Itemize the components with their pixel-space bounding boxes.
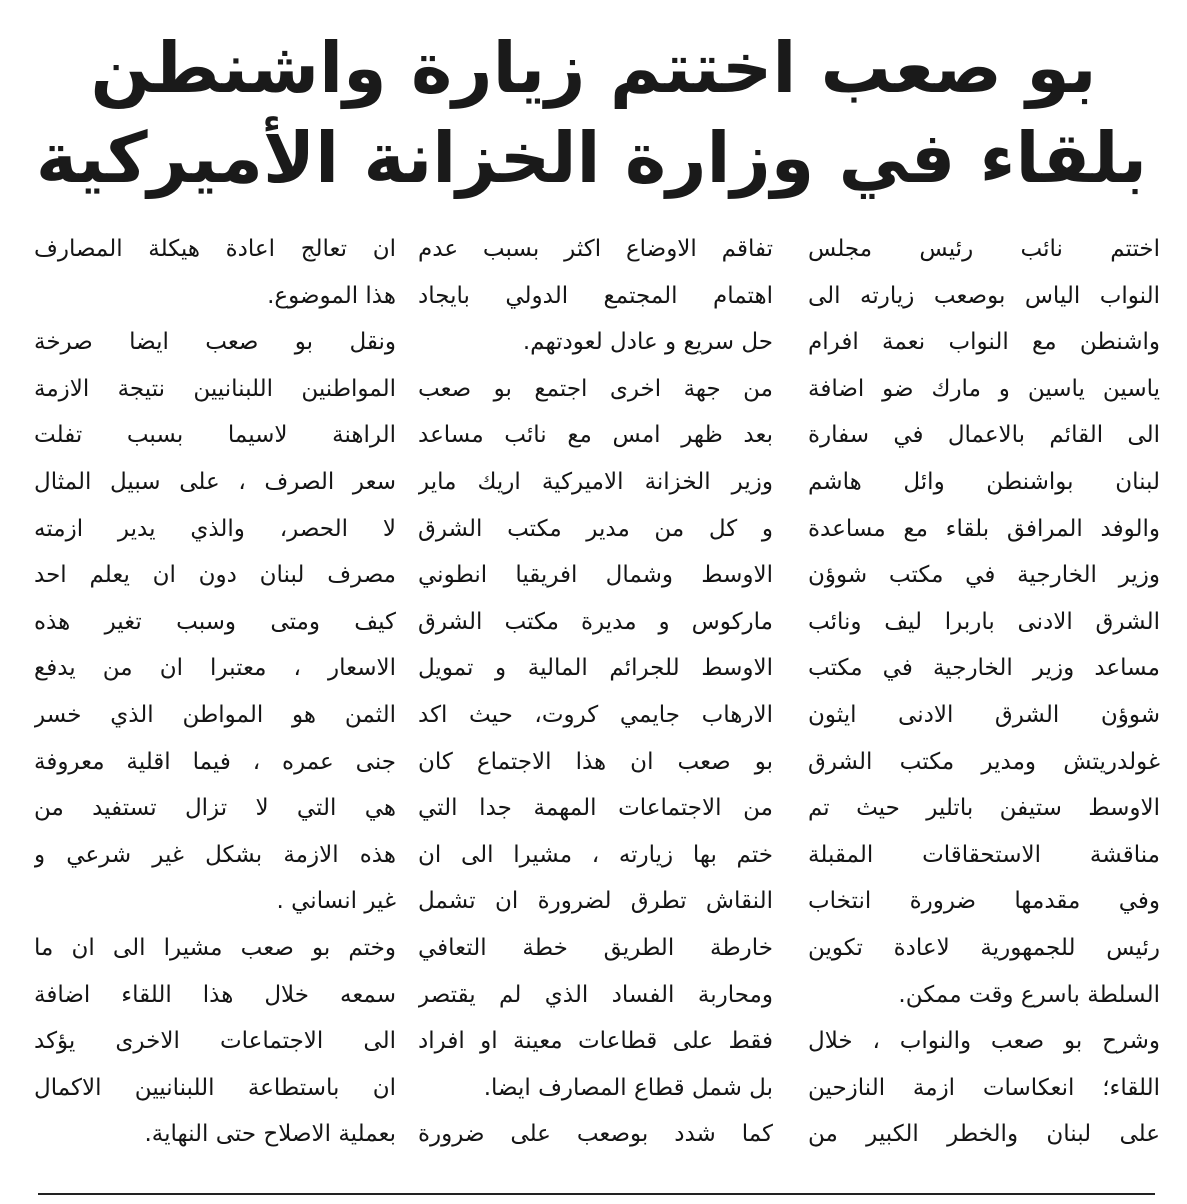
article-line: فقط على قطاعات معينة او افراد: [418, 1028, 773, 1055]
article-line: اختتم نائب رئيس مجلس: [808, 236, 1160, 262]
article-line: ان باستطاعة اللبنانيين الاكمال: [34, 1074, 396, 1101]
article-line: حل سريع و عادل لعودتهم.: [522, 329, 773, 356]
article-line: الى الاجتماعات الاخرى يؤكد: [34, 1028, 396, 1055]
article-line: كيف ومتى وسبب تغير هذه: [34, 608, 396, 635]
article-line: خارطة الطريق خطة التعافي: [418, 934, 773, 961]
article-line: المواطنين اللبنانيين نتيجة الازمة: [34, 375, 396, 402]
article-line: وفي مقدمها ضرورة انتخاب: [808, 888, 1160, 915]
article-line: ومحاربة الفساد الذي لم يقتصر: [418, 981, 773, 1008]
article-line: من الاجتماعات المهمة جدا التي: [418, 795, 773, 822]
article-line: اهتمام المجتمع الدولي بايجاد: [418, 282, 773, 309]
article-line: وختم بو صعب مشيرا الى ان ما: [34, 934, 396, 961]
bottom-divider: [38, 1193, 1155, 1195]
article-line: بل شمل قطاع المصارف ايضا.: [483, 1074, 773, 1101]
article-line: رئيس للجمهورية لاعادة تكوين: [808, 934, 1160, 961]
article-line: ختم بها زيارته ، مشيرا الى ان: [418, 841, 773, 868]
article-line: وشرح بو صعب والنواب ، خلال: [808, 1028, 1160, 1055]
article-line: ياسين ياسين و مارك ضو اضافة: [808, 375, 1160, 402]
article-line: مصرف لبنان دون ان يعلم احد: [34, 562, 396, 589]
article-line: وزير الخارجية في مكتب شوؤن: [808, 562, 1160, 589]
article-line: من جهة اخرى اجتمع بو صعب: [418, 375, 773, 402]
article-line: ونقل بو صعب ايضا صرخة: [34, 329, 396, 356]
article-line: ماركوس و مديرة مكتب الشرق: [418, 608, 773, 635]
article-line: الشرق الادنى باربرا ليف ونائب: [808, 608, 1160, 635]
article-line: غولدريتش ومدير مكتب الشرق: [808, 748, 1160, 775]
article-line: شوؤن الشرق الادنى ايثون: [808, 701, 1160, 728]
article-line: هذه الازمة بشكل غير شرعي و: [34, 841, 396, 868]
article-line: وزير الخزانة الاميركية اريك ماير: [418, 468, 773, 495]
article-line: واشنطن مع النواب نعمة افرام: [808, 329, 1160, 356]
article-line: الاوسط وشمال افريقيا انطوني: [418, 562, 773, 589]
article-line: كما شدد بوصعب على ضرورة: [418, 1121, 773, 1148]
article-line: الاوسط ستيفن باتلير حيث تم: [808, 795, 1160, 822]
article-column-middle: [418, 226, 773, 1158]
article-line: لا الحصر، والذي يدير ازمته: [34, 515, 396, 542]
article-line: جنى عمره ، فيما اقلية معروفة: [34, 748, 396, 775]
headline-line-1: بو صعب اختتم زيارة واشنطن: [90, 27, 1097, 109]
article-line: الى القائم بالاعمال في سفارة: [808, 422, 1160, 449]
article-line: ان تعالج اعادة هيكلة المصارف: [34, 236, 396, 262]
article-line: لبنان بواشنطن وائل هاشم: [808, 468, 1160, 495]
article-line: بو صعب ان هذا الاجتماع كان: [418, 748, 773, 775]
article-line: بعد ظهر امس مع نائب مساعد: [418, 422, 773, 449]
article-line: مساعد وزير الخارجية في مكتب: [808, 655, 1160, 682]
article-line: هي التي لا تزال تستفيد من: [34, 795, 396, 822]
article-column-left: [34, 226, 396, 1158]
article-line: الاسعار ، معتبرا ان من يدفع: [34, 655, 396, 682]
article-line: الراهنة لاسيما بسبب تفلت: [34, 422, 396, 449]
article-line: مناقشة الاستحقاقات المقبلة: [808, 841, 1160, 868]
article-line: والوفد المرافق بلقاء مع مساعدة: [808, 515, 1160, 542]
article-line: بعملية الاصلاح حتى النهاية.: [144, 1121, 396, 1148]
article-column-right: [808, 226, 1160, 1158]
article-line: السلطة باسرع وقت ممكن.: [898, 981, 1160, 1008]
headline-line-2: بلقاء في وزارة الخزانة الأميركية: [35, 117, 1147, 199]
article-line: تفاقم الاوضاع اكثر بسبب عدم: [418, 236, 773, 262]
article-line: الارهاب جايمي كروت، حيث اكد: [418, 701, 773, 728]
article-line: هذا الموضوع.: [267, 282, 396, 309]
article-line: على لبنان والخطر الكبير من: [808, 1121, 1160, 1148]
article-line: سعر الصرف ، على سبيل المثال: [34, 468, 396, 495]
article-line: الثمن هو المواطن الذي خسر: [34, 701, 396, 728]
article-line: و كل من مدير مكتب الشرق: [418, 515, 773, 542]
article-line: النقاش تطرق لضرورة ان تشمل: [418, 888, 773, 915]
article-line: اللقاء؛ انعكاسات ازمة النازحين: [808, 1074, 1160, 1101]
article-line: سمعه خلال هذا اللقاء اضافة: [34, 981, 396, 1008]
article-line: غير انساني .: [276, 888, 396, 915]
article-line: الاوسط للجرائم المالية و تمويل: [418, 655, 773, 682]
article-line: النواب الياس بوصعب زيارته الى: [808, 282, 1160, 309]
